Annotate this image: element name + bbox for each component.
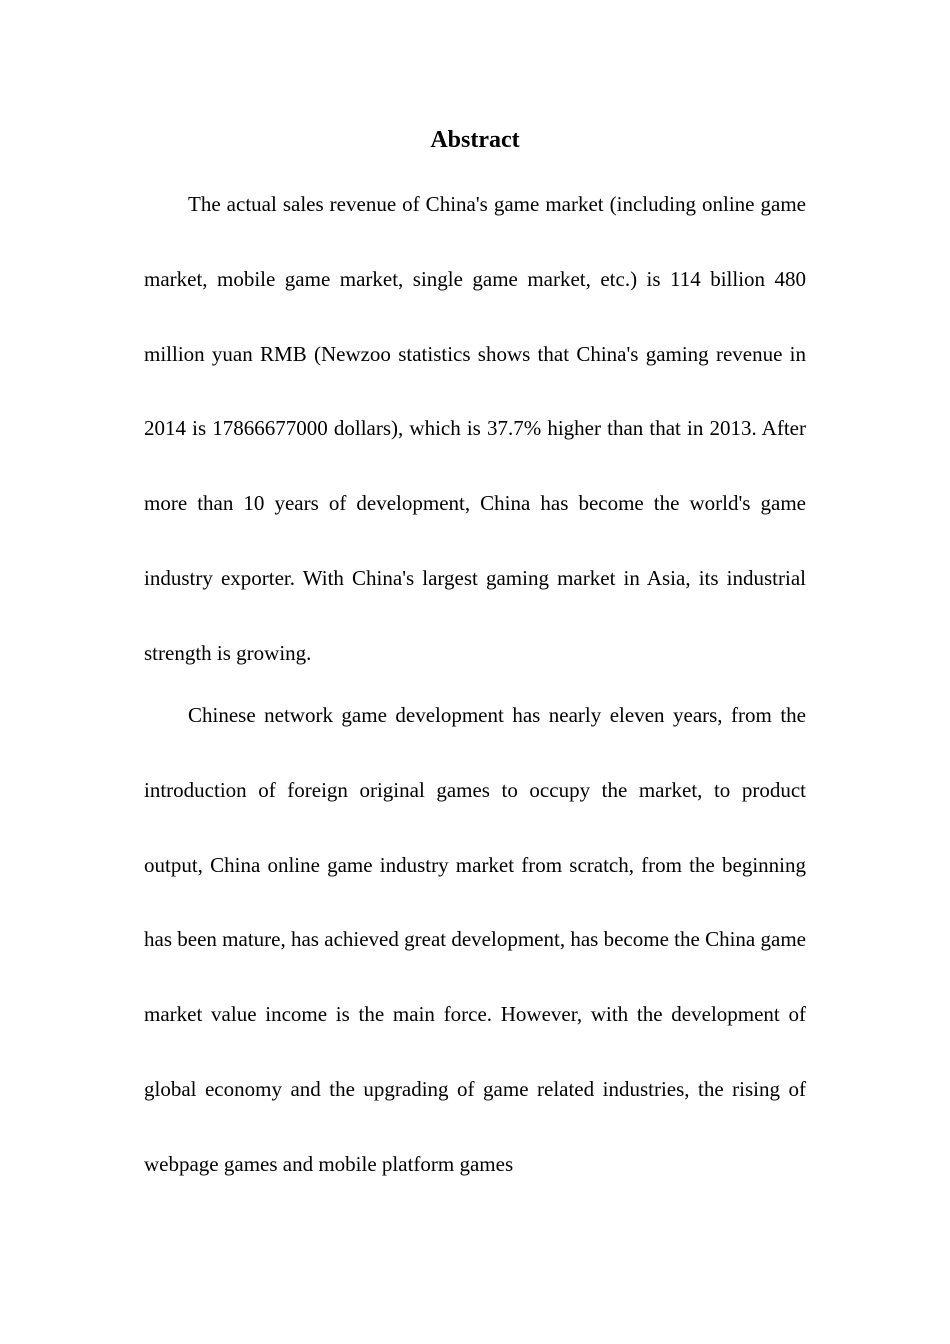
abstract-title: Abstract [430,127,520,153]
abstract-paragraph-1: The actual sales revenue of China's game market (including online game market, mobile game market, single game market, etc.) is 114 billion 480 million yuan RMB (Newzoo statistics shows that China's gaming revenue in 2014 is 17866677000 dollars), which is 37.7% higher than that in 2013. After more than 10 years of development, China has become the world's game industry exporter. With China's largest gaming market in Asia, its industrial strength is growing. [144,192,806,665]
abstract-paragraph-2: Chinese network game development has nearly eleven years, from the introduction of foreign original games to occupy the market, to product output, China online game industry market from scratch, from the beginning has been mature, has achieved great development, has become the China game market value income is the main force. However, with the development of global economy and the upgrading of game related industries, the rising of webpage games and mobile platform games [144,703,806,1176]
